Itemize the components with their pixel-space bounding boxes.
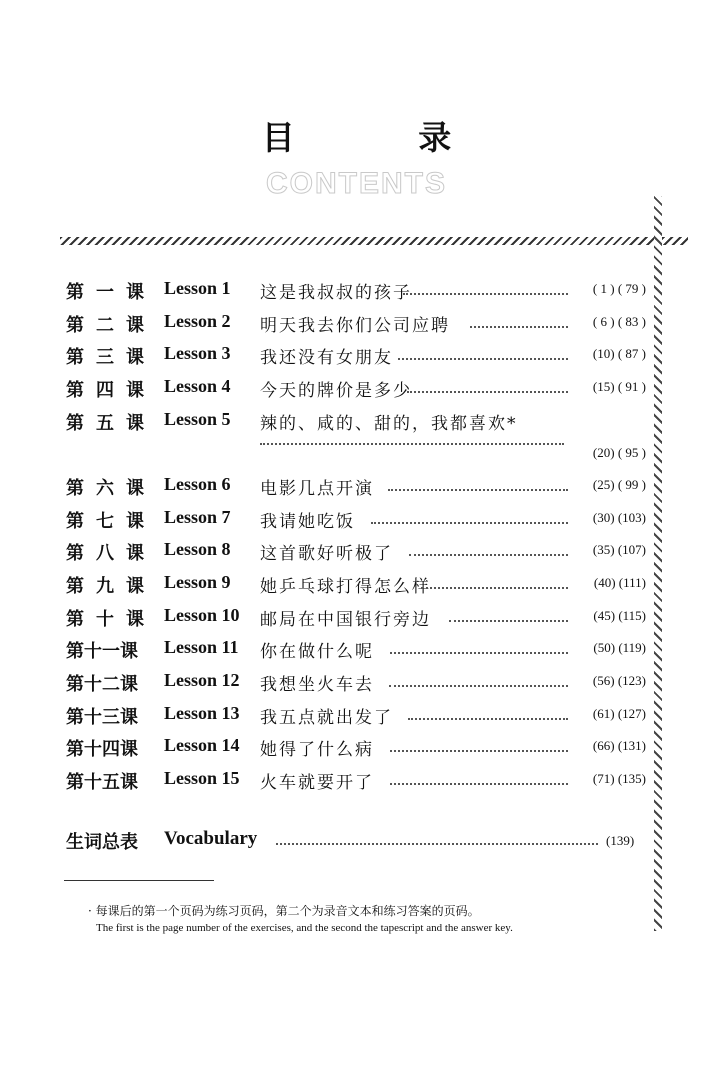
dot-leader <box>371 520 568 524</box>
lesson-number-char: 课 <box>126 511 144 531</box>
toc-entry <box>66 637 646 669</box>
lesson-number-char: 二 <box>96 315 114 335</box>
lesson-number-char: 第 <box>66 413 84 433</box>
lesson-title: 火车就要开了 <box>260 773 374 793</box>
dot-leader <box>409 552 568 556</box>
lesson-number <box>66 670 144 696</box>
lesson-number-char: 课 <box>126 413 144 433</box>
lesson-number <box>66 637 144 663</box>
footnote-divider <box>64 880 214 881</box>
lesson-label: Lesson 9 <box>164 572 231 592</box>
lesson-label: Lesson 13 <box>164 703 240 723</box>
page-numbers: (71) (135) <box>592 771 646 786</box>
lesson-number-char: 七 <box>96 511 114 531</box>
footnote-cn: · 每课后的第一个页码为练习页码，第二个为录音文本和练习答案的页码。 <box>88 904 480 918</box>
dot-leader <box>260 441 564 445</box>
lesson-title: 我五点就出发了 <box>260 708 393 728</box>
lesson-number-char: 课 <box>126 282 144 302</box>
lesson-number-char: 六 <box>96 478 114 498</box>
lesson-number-char: 三 <box>96 347 114 367</box>
decorative-vertical-border <box>654 196 662 931</box>
lesson-number-char: 第 <box>66 478 84 498</box>
lesson-title: 她乒乓球打得怎么样 <box>260 577 431 597</box>
lesson-label: Lesson 10 <box>164 605 240 625</box>
page-numbers: (61) (127) <box>592 706 646 721</box>
lesson-number-char: 课 <box>126 315 144 335</box>
page-numbers: (56) (123) <box>592 673 646 688</box>
dot-leader <box>390 781 568 785</box>
toc-entry <box>66 735 646 767</box>
vocabulary-label-en: Vocabulary <box>164 828 258 849</box>
lesson-number <box>66 703 144 729</box>
page-numbers: (66) (131) <box>592 738 646 753</box>
lesson-label: Lesson 7 <box>164 507 231 527</box>
page-numbers: (15) ( 91 ) <box>592 379 646 394</box>
lesson-title: 你在做什么呢 <box>260 642 374 662</box>
toc-entry <box>66 409 646 460</box>
page-numbers: (10) ( 87 ) <box>592 346 646 361</box>
lesson-number-char: 第 <box>66 315 84 335</box>
dot-leader <box>388 487 568 491</box>
lesson-number-char: 第 <box>66 282 84 302</box>
toc-entry <box>66 343 646 375</box>
page-numbers: (35) (107) <box>592 542 646 557</box>
lesson-number <box>66 311 144 337</box>
lesson-label: Lesson 3 <box>164 343 231 363</box>
lesson-number <box>66 572 144 598</box>
lesson-number-char: 十 <box>96 609 114 629</box>
lesson-title: 我想坐火车去 <box>260 675 374 695</box>
lesson-title: 邮局在中国银行旁边 <box>260 610 431 630</box>
lesson-number <box>66 605 144 631</box>
vocabulary-label-cn: 生词总表 <box>66 832 138 853</box>
lesson-title: 电影几点开演 <box>260 479 374 499</box>
lesson-number-char: 第十三课 <box>66 707 138 727</box>
lesson-number-char: 第 <box>66 511 84 531</box>
lesson-number-char: 第 <box>66 347 84 367</box>
toc-entry <box>66 572 646 604</box>
lesson-number <box>66 474 144 500</box>
lesson-label: Lesson 1 <box>164 278 231 298</box>
lesson-number <box>66 278 144 304</box>
page-numbers: (50) (119) <box>593 640 646 655</box>
footnote-en: The first is the page number of the exercises, and the second the tapescript and the answer key. <box>96 922 513 934</box>
vocabulary-pages: (139) <box>606 833 635 848</box>
page-numbers: (40) (111) <box>593 575 646 590</box>
lesson-number-char: 第 <box>66 380 84 400</box>
lesson-number-char: 四 <box>96 380 114 400</box>
vocabulary-leader <box>276 841 598 845</box>
lesson-title: 辣的、咸的、甜的，我都喜欢* <box>260 414 518 434</box>
lesson-number <box>66 539 144 565</box>
lesson-number <box>66 343 144 369</box>
lesson-label: Lesson 6 <box>164 474 231 494</box>
lesson-number-char: 一 <box>96 282 114 302</box>
dot-leader <box>398 356 568 360</box>
lesson-number-char: 第 <box>66 609 84 629</box>
lesson-title: 我还没有女朋友 <box>260 348 393 368</box>
lesson-number-char: 八 <box>96 543 114 563</box>
lesson-title: 今天的牌价是多少 <box>260 381 412 401</box>
lesson-number-char: 课 <box>126 478 144 498</box>
lesson-label: Lesson 11 <box>164 637 239 657</box>
lesson-number <box>66 409 144 435</box>
lesson-number-char: 第十五课 <box>66 772 138 792</box>
lesson-label: Lesson 14 <box>164 735 240 755</box>
lesson-number-char: 第 <box>66 576 84 596</box>
page-numbers: (25) ( 99 ) <box>592 477 646 492</box>
toc-entry <box>66 376 646 408</box>
lesson-number-char: 课 <box>126 576 144 596</box>
lesson-number-char: 五 <box>96 413 114 433</box>
dot-leader <box>449 618 568 622</box>
lesson-number-char: 课 <box>126 609 144 629</box>
lesson-number <box>66 768 144 794</box>
page-numbers: (20) ( 95 ) <box>592 445 646 460</box>
toc-entry <box>66 670 646 702</box>
lesson-title: 明天我去你们公司应聘 <box>260 316 450 336</box>
decorative-horizontal-border <box>60 237 688 245</box>
page-subtitle: CONTENTS <box>266 167 447 200</box>
dot-leader <box>407 389 568 393</box>
lesson-number-char: 第 <box>66 543 84 563</box>
lesson-title: 我请她吃饭 <box>260 512 355 532</box>
toc-entry <box>66 703 646 735</box>
lesson-title: 这是我叔叔的孩子 <box>260 283 412 303</box>
lesson-number <box>66 735 144 761</box>
lesson-number-char: 第十四课 <box>66 739 138 759</box>
toc-entry <box>66 474 646 506</box>
dot-leader <box>390 650 568 654</box>
lesson-number-char: 课 <box>126 347 144 367</box>
lesson-number-char: 九 <box>96 576 114 596</box>
lesson-label: Lesson 15 <box>164 768 240 788</box>
toc-entry <box>66 507 646 539</box>
page-title: 目 录 <box>261 118 508 157</box>
dot-leader <box>403 291 568 295</box>
lesson-title: 她得了什么病 <box>260 740 374 760</box>
lesson-number-char: 第十二课 <box>66 674 138 694</box>
lesson-label: Lesson 5 <box>164 409 231 429</box>
lesson-number <box>66 507 144 533</box>
toc-entry <box>66 278 646 310</box>
dot-leader <box>408 716 568 720</box>
toc-entry <box>66 768 646 800</box>
lesson-label: Lesson 8 <box>164 539 231 559</box>
lesson-label: Lesson 4 <box>164 376 231 396</box>
lesson-number-char: 课 <box>126 380 144 400</box>
page-numbers: ( 1 ) ( 79 ) <box>592 281 646 296</box>
dot-leader <box>390 748 568 752</box>
dot-leader <box>421 585 568 589</box>
toc-entry <box>66 539 646 571</box>
dot-leader <box>389 683 568 687</box>
lesson-title: 这首歌好听极了 <box>260 544 393 564</box>
lesson-label: Lesson 2 <box>164 311 231 331</box>
lesson-number-char: 第十一课 <box>66 641 138 661</box>
lesson-number <box>66 376 144 402</box>
page-numbers: (45) (115) <box>593 608 646 623</box>
toc-entry <box>66 311 646 343</box>
lesson-label: Lesson 12 <box>164 670 240 690</box>
lesson-number-char: 课 <box>126 543 144 563</box>
dot-leader <box>470 324 568 328</box>
toc-entry <box>66 605 646 637</box>
page-numbers: ( 6 ) ( 83 ) <box>592 314 646 329</box>
page-numbers: (30) (103) <box>592 510 646 525</box>
